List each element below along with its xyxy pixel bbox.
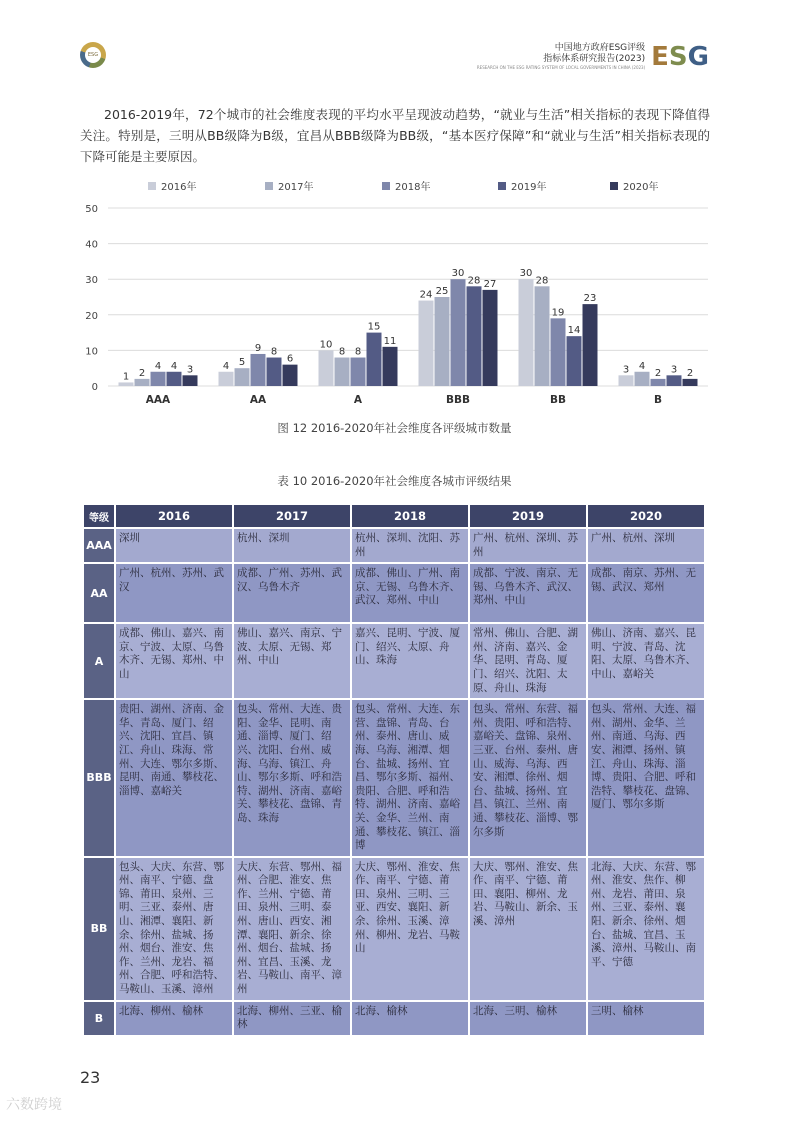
bar (419, 301, 434, 386)
table-cell: 成都、佛山、广州、南京、无锡、乌鲁木齐、武汉、郑州、中山 (352, 564, 468, 622)
legend-label: 2017年 (278, 182, 314, 193)
x-tick-label: AAA (145, 394, 171, 406)
rating-table-grid (82, 503, 706, 1037)
bar (667, 375, 682, 386)
table-level-cell: A (84, 624, 114, 698)
bar-value-label: 10 (319, 339, 333, 351)
bar (167, 372, 182, 386)
bar-value-label: 4 (638, 360, 646, 372)
bar-value-label: 5 (238, 357, 246, 369)
table-cell: 成都、宁波、南京、无锡、乌鲁木齐、武汉、郑州、中山 (470, 564, 586, 622)
y-tick-label: 40 (85, 239, 98, 251)
bar (283, 365, 298, 386)
bar-value-label: 28 (535, 275, 549, 287)
y-tick-label: 20 (85, 310, 98, 322)
bar (251, 354, 266, 386)
table-header-row (84, 505, 704, 527)
table-header-2019: 2019 (470, 505, 586, 527)
bar (619, 375, 634, 386)
table-cell: 贵阳、湖州、济南、金华、青岛、厦门、绍兴、沈阳、宜昌、镇江、舟山、珠海、常州、大连、鄂尔多斯、昆明、南通、攀枝花、淄博、嘉峪关 (116, 700, 232, 856)
bar-value-label: 2 (686, 367, 694, 379)
bar-value-label: 6 (286, 353, 294, 365)
bar (519, 279, 534, 386)
bar (119, 382, 134, 386)
legend-swatch (382, 182, 390, 190)
bar-value-label: 30 (519, 268, 533, 280)
table-row (84, 529, 704, 562)
table-row (84, 564, 704, 622)
header-text (477, 43, 645, 71)
table-cell: 北海、柳州、三亚、榆林 (234, 1002, 350, 1035)
bar (583, 304, 598, 386)
x-tick-label: AA (249, 394, 267, 406)
table-cell: 广州、杭州、苏州、武汉 (116, 564, 232, 622)
x-tick-label: BB (549, 394, 567, 406)
header-title-line2: 指标体系研究报告(2023) (543, 54, 646, 64)
header-title-block (477, 40, 709, 74)
page-number: 23 (80, 1068, 101, 1087)
esg-letter-s: S (668, 42, 688, 72)
bar (551, 318, 566, 386)
bar-value-label: 4 (222, 360, 230, 372)
bar (483, 290, 498, 386)
x-tick-label: B (653, 394, 663, 406)
intro-paragraph: 2016-2019年，72个城市的社会维度表现的平均水平呈现波动趋势，“就业与生活”相关指标的表现下降值得关注。特别是，三明从BB级降为B级，宜昌从BBB级降为BB级，“基本医疗保障”和“就业与生活”相关指标表现的下降可能是主要原因。 (80, 107, 710, 164)
bar-value-label: 3 (622, 364, 630, 376)
bar (267, 358, 282, 386)
bar (351, 358, 366, 386)
table-cell: 深圳 (116, 529, 232, 562)
table-cell: 包头、常州、大连、东营、盘锦、青岛、台州、泰州、唐山、威海、乌海、湘潭、烟台、盐城、扬州、宜昌、鄂尔多斯、福州、贵阳、合肥、呼和浩特、湖州、济南、嘉峪关、金华、兰州、南通、攀枝花、镇江、淄博 (352, 700, 468, 856)
rating-table (82, 503, 706, 1037)
bar-value-label: 3 (186, 364, 194, 376)
bar (467, 286, 482, 386)
bar (183, 375, 198, 386)
logo-text: ESG (85, 47, 101, 63)
y-tick-label: 10 (85, 346, 98, 358)
bar-value-label: 11 (383, 335, 397, 347)
bar-value-label: 2 (654, 367, 662, 379)
table-level-cell: AA (84, 564, 114, 622)
table-cell: 成都、广州、苏州、武汉、乌鲁木齐 (234, 564, 350, 622)
table-cell: 广州、杭州、深圳、苏州 (470, 529, 586, 562)
bar-value-label: 9 (254, 342, 262, 354)
table-cell: 杭州、深圳、沈阳、苏州 (352, 529, 468, 562)
table-row (84, 624, 704, 698)
legend-label: 2018年 (395, 182, 431, 193)
legend-swatch (265, 182, 273, 190)
bar-value-label: 8 (338, 346, 346, 358)
bar-value-label: 3 (670, 364, 678, 376)
bar-value-label: 4 (154, 360, 162, 372)
table-header-2018: 2018 (352, 505, 468, 527)
rating-bar-chart (80, 176, 720, 416)
table-cell: 广州、杭州、深圳 (588, 529, 704, 562)
bar (567, 336, 582, 386)
table-cell: 大庆、东营、鄂州、福州、合肥、淮安、焦作、兰州、宁德、莆田、泉州、三明、泰州、唐山、西安、湘潭、襄阳、新余、徐州、烟台、盐城、扬州、宜昌、玉溪、龙岩、马鞍山、南平、漳州 (234, 858, 350, 1000)
bar-value-label: 14 (567, 325, 581, 337)
bar (651, 379, 666, 386)
table-cell: 成都、南京、苏州、无锡、武汉、郑州 (588, 564, 704, 622)
bar-value-label: 19 (551, 307, 565, 319)
table-cell: 杭州、深圳 (234, 529, 350, 562)
legend-swatch (610, 182, 618, 190)
bar-value-label: 8 (270, 346, 278, 358)
bar (335, 358, 350, 386)
bar-value-label: 28 (467, 275, 481, 287)
legend-label: 2016年 (161, 182, 197, 193)
table-cell: 佛山、济南、嘉兴、昆明、宁波、青岛、沈阳、太原、乌鲁木齐、中山、嘉峪关 (588, 624, 704, 698)
y-tick-label: 0 (91, 382, 98, 393)
bar (319, 350, 334, 386)
table-level-cell: B (84, 1002, 114, 1035)
table-cell: 北海、大庆、东营、鄂州、淮安、焦作、柳州、龙岩、莆田、泉州、三亚、泰州、襄阳、新余、徐州、烟台、盐城、宜昌、玉溪、漳州、马鞍山、南平、宁德 (588, 858, 704, 1000)
table-cell: 包头、常州、大连、福州、湖州、金华、兰州、南通、乌海、西安、湘潭、扬州、镇江、舟山、珠海、淄博、贵阳、合肥、呼和浩特、攀枝花、盘锦、厦门、鄂尔多斯 (588, 700, 704, 856)
bar (235, 368, 250, 386)
bar (135, 379, 150, 386)
bar (435, 297, 450, 386)
bar-value-label: 27 (483, 278, 497, 290)
bar-value-label: 1 (122, 371, 130, 383)
legend-swatch (498, 182, 506, 190)
table-cell: 成都、佛山、嘉兴、南京、宁波、太原、乌鲁木齐、无锡、郑州、中山 (116, 624, 232, 698)
table-header-2020: 2020 (588, 505, 704, 527)
header-title-english: RESEARCH ON THE ESG RATING SYSTEM OF LOCAL GOVERNMENTS IN CHINA (2023) (476, 65, 646, 70)
bar (151, 372, 166, 386)
y-tick-label: 30 (85, 275, 98, 287)
table-level-cell: BB (84, 858, 114, 1000)
page-header (0, 0, 789, 80)
x-tick-label: A (353, 394, 363, 406)
esg-letter-e: E (651, 42, 669, 72)
bar-value-label: 30 (451, 268, 465, 280)
table-cell: 大庆、鄂州、淮安、焦作、南平、宁德、莆田、襄阳、柳州、龙岩、马鞍山、新余、玉溪、漳州 (470, 858, 586, 1000)
table-header-2017: 2017 (234, 505, 350, 527)
bar (451, 279, 466, 386)
chart-svg (80, 176, 720, 416)
table-cell: 三明、榆林 (588, 1002, 704, 1035)
bar (535, 286, 550, 386)
bar (635, 372, 650, 386)
bar-value-label: 4 (170, 360, 178, 372)
esg-logo (651, 42, 709, 72)
legend-label: 2019年 (511, 182, 547, 193)
table-level-cell: BBB (84, 700, 114, 856)
legend-swatch (148, 182, 156, 190)
report-logo-icon (80, 42, 106, 68)
legend-label: 2020年 (623, 182, 659, 193)
bar-value-label: 2 (138, 367, 146, 379)
table-cell: 包头、常州、大连、贵阳、金华、昆明、南通、淄博、厦门、绍兴、沈阳、台州、威海、乌海、镇江、舟山、鄂尔多斯、呼和浩特、湖州、济南、嘉峪关、攀枝花、盘锦、青岛、珠海 (234, 700, 350, 856)
header-title-line1: 中国地方政府ESG评级 (554, 43, 646, 53)
bar (683, 379, 698, 386)
bar-value-label: 23 (583, 293, 597, 305)
table-cell: 佛山、嘉兴、南京、宁波、太原、无锡、郑州、中山 (234, 624, 350, 698)
table-header-level: 等级 (84, 505, 114, 527)
x-tick-label: BBB (445, 394, 471, 406)
table-row (84, 700, 704, 856)
table-header-2016: 2016 (116, 505, 232, 527)
table-cell: 北海、柳州、榆林 (116, 1002, 232, 1035)
bar (383, 347, 398, 386)
watermark: 六数跨境 (6, 1097, 62, 1113)
table-cell: 常州、佛山、合肥、湖州、济南、嘉兴、金华、昆明、青岛、厦门、绍兴、沈阳、太原、舟山、珠海 (470, 624, 586, 698)
table-row (84, 858, 704, 1000)
bar-value-label: 15 (367, 321, 381, 333)
table-cell: 嘉兴、昆明、宁波、厦门、绍兴、太原、舟山、珠海 (352, 624, 468, 698)
table-caption: 表 10 2016-2020年社会维度各城市评级结果 (277, 474, 512, 488)
table-cell: 北海、榆林 (352, 1002, 468, 1035)
bar-value-label: 25 (435, 286, 449, 297)
bar (367, 333, 382, 386)
table-cell: 北海、三明、榆林 (470, 1002, 586, 1035)
table-level-cell: AAA (84, 529, 114, 562)
table-cell: 大庆、鄂州、淮安、焦作、南平、宁德、莆田、泉州、三明、三亚、西安、襄阳、新余、徐州、玉溪、漳州、柳州、龙岩、马鞍山 (352, 858, 468, 1000)
y-tick-label: 50 (85, 204, 98, 215)
table-row (84, 1002, 704, 1035)
table-cell: 包头、大庆、东营、鄂州、南平、宁德、盘锦、莆田、泉州、三明、三亚、泰州、唐山、湘潭、襄阳、新余、徐州、盐城、扬州、烟台、淮安、焦作、兰州、龙岩、福州、合肥、呼和浩特、马鞍山、玉溪、漳州 (116, 858, 232, 1000)
bar-value-label: 8 (354, 346, 362, 358)
bar-value-label: 24 (419, 289, 433, 301)
esg-letter-g: G (687, 42, 709, 72)
bar (219, 372, 234, 386)
table-cell: 包头、常州、东营、福州、贵阳、呼和浩特、嘉峪关、盘锦、泉州、三亚、台州、泰州、唐山、威海、乌海、西安、湘潭、徐州、烟台、盐城、扬州、宜昌、镇江、兰州、南通、攀枝花、淄博、鄂尔多斯 (470, 700, 586, 856)
chart-caption: 图 12 2016-2020年社会维度各评级城市数量 (277, 421, 512, 435)
